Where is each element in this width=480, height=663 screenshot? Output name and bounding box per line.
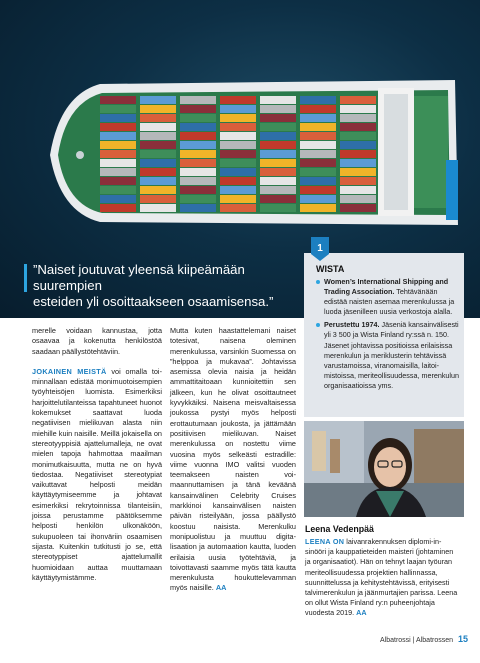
person-bio: LEENA ON laivanrakennuksen diplomi-insinööri ja kauppatieteiden maisteri (johtaminen ja organisaatiot). Hän on tehnyt laajan työuran meriteollisuudessa projektien hallinnassa, suunnittelussa ja kehitystehtävissä, erityisesti talvimerenkulun ja jäänmurtajien parissa. Leena on ollut Wista Finland ry:n puheenjohtaja vuodesta 2019. AA [305, 537, 458, 618]
page-number: 15 [457, 634, 468, 644]
publication-name: Albatrossi | Albatrossen [380, 637, 454, 644]
badge-number-icon [311, 237, 329, 261]
wista-item-1: Women’s International Shipping and Trading Association. Tehtävänään edistää naisten asemaa merenkulussa ja luoda jäsenilleen uusia verkostoja alalla. [316, 277, 460, 317]
end-mark-icon: AA [356, 608, 367, 618]
wista-item-2: Perustettu 1974. Jäseniä kansainvälisesti yli 3 500 ja Wista Finland ry:ssä n. 150. Jäsenet johtavissa positioissa erilaisissa merenkulun ja meriklusterin tehtävissä varustamoissa, viranomaisilla, laitoimistoissa, meriteollisuudessa, merenkulun organisaatioissa yms. [316, 320, 460, 391]
paragraph: Mutta kuten haastattelemani naiset totesivat, naisena oleminen merenkulussa, varsinkin Suomessa on ”helppoa ja mukavaa”. Johtavissa asemissa olevia naisia ja heidän ammattitaitoaan kunnioitettiin sen jälkeen, kun he olivat osoittautneet kyvykkäiksi. Naisena meisvaltaisessa joukossa pystyi myös helposti erottautumaan joukosta, ja jättämään positiivisen mielikuvan. Naiset merenkulussa on nostettu viime vuosina myös selkeästi estradille: viime vuonna IMO valitsi vuoden teemakseen naisten voimaannuttamisen ja tänä keväänä kansainvälinen Celebrity Cruises markkinoi kansainvälisen naisten päivän risteilyään, jossa päällystö koostuu naisista. Merenkulku monipuolistuu ja muuttuu digitalisaation ja automaation kautta, luoden erilaisia uusia työtehtäviä, ja toivottavasti saamme myös tätä kautta merenkulusta houkuttelevamman myös naisille. AA [170, 326, 296, 593]
lead-in: JOKAINEN MEISTÄ [32, 366, 107, 376]
quote-line-1: ”Naiset joutuvat yleensä kiipeämään suurempien [33, 262, 245, 293]
bio-lead-in: LEENA ON [305, 537, 345, 546]
person-name: Leena Vedenpää [305, 524, 374, 534]
wista-list [316, 277, 460, 394]
badge-number: 1 [317, 243, 323, 254]
pull-quote [24, 262, 314, 310]
quote-line-2: esteiden yli osoittaakseen osaamisensa.” [33, 294, 274, 309]
article-column-1 [32, 326, 162, 593]
wista-title: WISTA [316, 264, 345, 274]
end-mark-icon: AA [215, 583, 227, 593]
portrait-photo [304, 421, 464, 517]
article-column-2 [170, 326, 296, 604]
paragraph: JOKAINEN MEISTÄ voi omalla toiminnallaan edistää monimuotoisempien työyhteisöjen luomista. Esimerkiksi harjoittelutilanteissa tapahtuneet huonot kokemukset saattavat luoda negatiivisen mielikuvan alasta niin miehille kuin naisille. Meillä jokaisella on stereotyyppisiä ajattelumalleja, ne ovat mielen tapoja hahmottaa maailman monimutkaisuutta, mutta ne on hyvä tiedostaa. Negatiiviset stereotypiat vaikuttavat helposti meidän käyttäytymiseemme ja johtavat esimerkiksi rekrytoinnissa tilanteisiin, joissa perustamme päätöksemme helposti henkilön ulkonäköön, sukupuoleen tai ihonväriin osaamisen sijasta. Kuitenkin tutkitusti jo se, että stereotyppiset ajattelumallit huomioidaan auttaa muuttamaan käyttäytymistämme. [32, 366, 162, 582]
paragraph: merelle voidaan kannustaa, jotta osaavaa ja kokenutta henkilöstöä saadaan päällystötehtäviin. [32, 326, 162, 356]
page-footer [380, 634, 468, 644]
